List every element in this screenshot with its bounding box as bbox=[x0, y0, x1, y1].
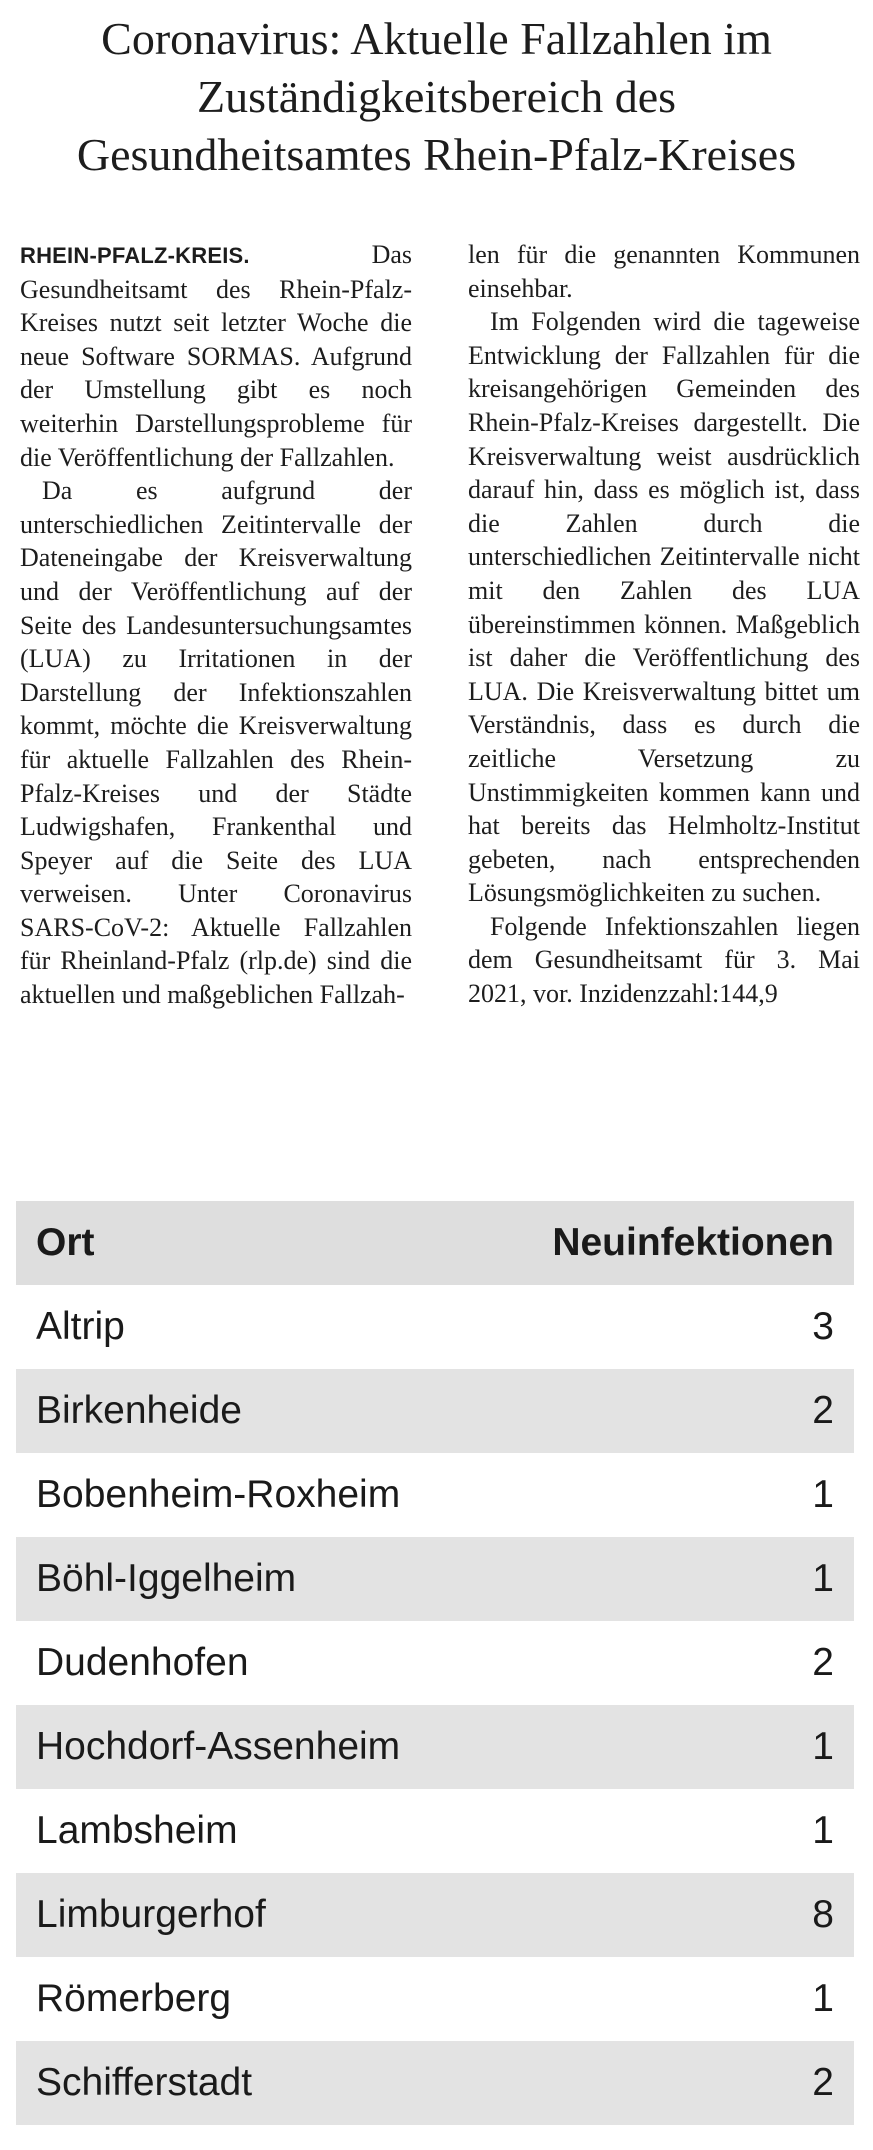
table-row bbox=[16, 1957, 854, 2041]
table-row bbox=[16, 1789, 854, 1873]
cell-neuinfektionen: 1 bbox=[812, 1557, 834, 1600]
cell-ort: Limburgerhof bbox=[36, 1893, 266, 1936]
cell-ort: Schifferstadt bbox=[36, 2061, 253, 2104]
cell-neuinfektionen: 1 bbox=[812, 1977, 834, 2020]
cell-neuinfektionen: 2 bbox=[812, 1641, 834, 1684]
cell-ort: Hochdorf-Assenheim bbox=[36, 1725, 401, 1768]
table-row bbox=[16, 1537, 854, 1621]
cell-neuinfektionen: 2 bbox=[812, 1389, 834, 1432]
article-column-right bbox=[468, 238, 860, 1184]
paragraph-1-text: Das Gesundheitsamt des Rhein-Pfalz-Kreises nutzt seit letzter Woche die neue Software SORMAS. Aufgrund der Umstellung gibt es noch weiterhin Darstellungsprobleme für die Veröffentlichung der Fallzahlen. bbox=[20, 240, 412, 472]
headline bbox=[0, 10, 873, 184]
cell-ort: Lambsheim bbox=[36, 1809, 238, 1852]
cell-neuinfektionen: 3 bbox=[812, 1305, 834, 1348]
table-row bbox=[16, 1285, 854, 1369]
table-row bbox=[16, 1621, 854, 1705]
cell-neuinfektionen: 1 bbox=[812, 1473, 834, 1516]
paragraph-2: Da es aufgrund der unterschiedlichen Zeitintervalle der Dateneingabe der Kreisverwaltung und der Veröffentlichung auf der Seite des Landesuntersuchungsamtes (LUA) zu Irritationen in der Darstellung der Infektionszahlen kommt, möchte die Kreisverwaltung für aktuelle Fallzahlen des Rhein-Pfalz-Kreises und der Städte Ludwigshafen, Frankenthal und Speyer auf die Seite des LUA verweisen. Unter Coronavirus SARS-CoV-2: Aktuelle Fallzahlen für Rheinland-Pfalz (rlp.de) sind die aktuellen und maßgeblichen Fallzah- bbox=[20, 476, 412, 1010]
cell-ort: Dudenhofen bbox=[36, 1641, 249, 1684]
headline-line-1: Coronavirus: Aktuelle Fallzahlen im bbox=[101, 13, 772, 64]
paragraph-3: Im Folgenden wird die tageweise Entwicklung der Fallzahlen für die kreisangehörigen Gemeinden des Rhein-Pfalz-Kreises dargestellt. Die Kreisverwaltung weist ausdrücklich darauf hin, dass es möglich ist, dass die Zahlen durch die unterschiedlichen Zeitintervalle nicht mit den Zahlen des LUA übereinstimmen können. Maßgeblich ist daher die Veröffentlichung des LUA. Die Kreisverwaltung bittet um Verständnis, dass es durch die zeitliche Versetzung zu Unstimmigkeiten kommen kann und hat bereits das Helmholtz-Institut gebeten, nach entsprechenden Lösungsmöglichkeiten zu suchen. bbox=[468, 307, 860, 908]
paragraph-4: Folgende Infektionszahlen liegen dem Gesundheitsamt für 3. Mai 2021, vor. Inzidenzzahl:144,9 bbox=[468, 911, 860, 1009]
article-column-left bbox=[20, 238, 412, 1184]
infection-table bbox=[16, 1201, 854, 2125]
table-row bbox=[16, 1705, 854, 1789]
column-header-ort: Ort bbox=[36, 1221, 95, 1264]
cell-ort: Altrip bbox=[36, 1305, 125, 1348]
cell-neuinfektionen: 1 bbox=[812, 1725, 834, 1768]
headline-line-2: Zuständigkeitsbereich des bbox=[196, 71, 677, 122]
cell-neuinfektionen: 8 bbox=[812, 1893, 834, 1936]
cell-neuinfektionen: 1 bbox=[812, 1809, 834, 1852]
cell-ort: Böhl-Iggelheim bbox=[36, 1557, 297, 1600]
dateline: RHEIN-PFALZ-KREIS. bbox=[20, 243, 250, 268]
table-row bbox=[16, 1453, 854, 1537]
cell-neuinfektionen: 2 bbox=[812, 2061, 834, 2104]
cell-ort: Römerberg bbox=[36, 1977, 232, 2020]
table-row bbox=[16, 2041, 854, 2125]
table-header-row bbox=[16, 1201, 854, 1285]
column-header-neuinfektionen: Neuinfektionen bbox=[552, 1221, 834, 1264]
article-body bbox=[20, 238, 860, 1184]
paragraph-2-continued: len für die genannten Kommunen einsehbar. bbox=[468, 240, 860, 303]
table-row bbox=[16, 1369, 854, 1453]
cell-ort: Birkenheide bbox=[36, 1389, 242, 1432]
headline-line-3: Gesundheitsamtes Rhein-Pfalz-Kreises bbox=[76, 129, 797, 180]
paragraph-1 bbox=[20, 238, 412, 474]
cell-ort: Bobenheim-Roxheim bbox=[36, 1473, 401, 1516]
table-row bbox=[16, 1873, 854, 1957]
